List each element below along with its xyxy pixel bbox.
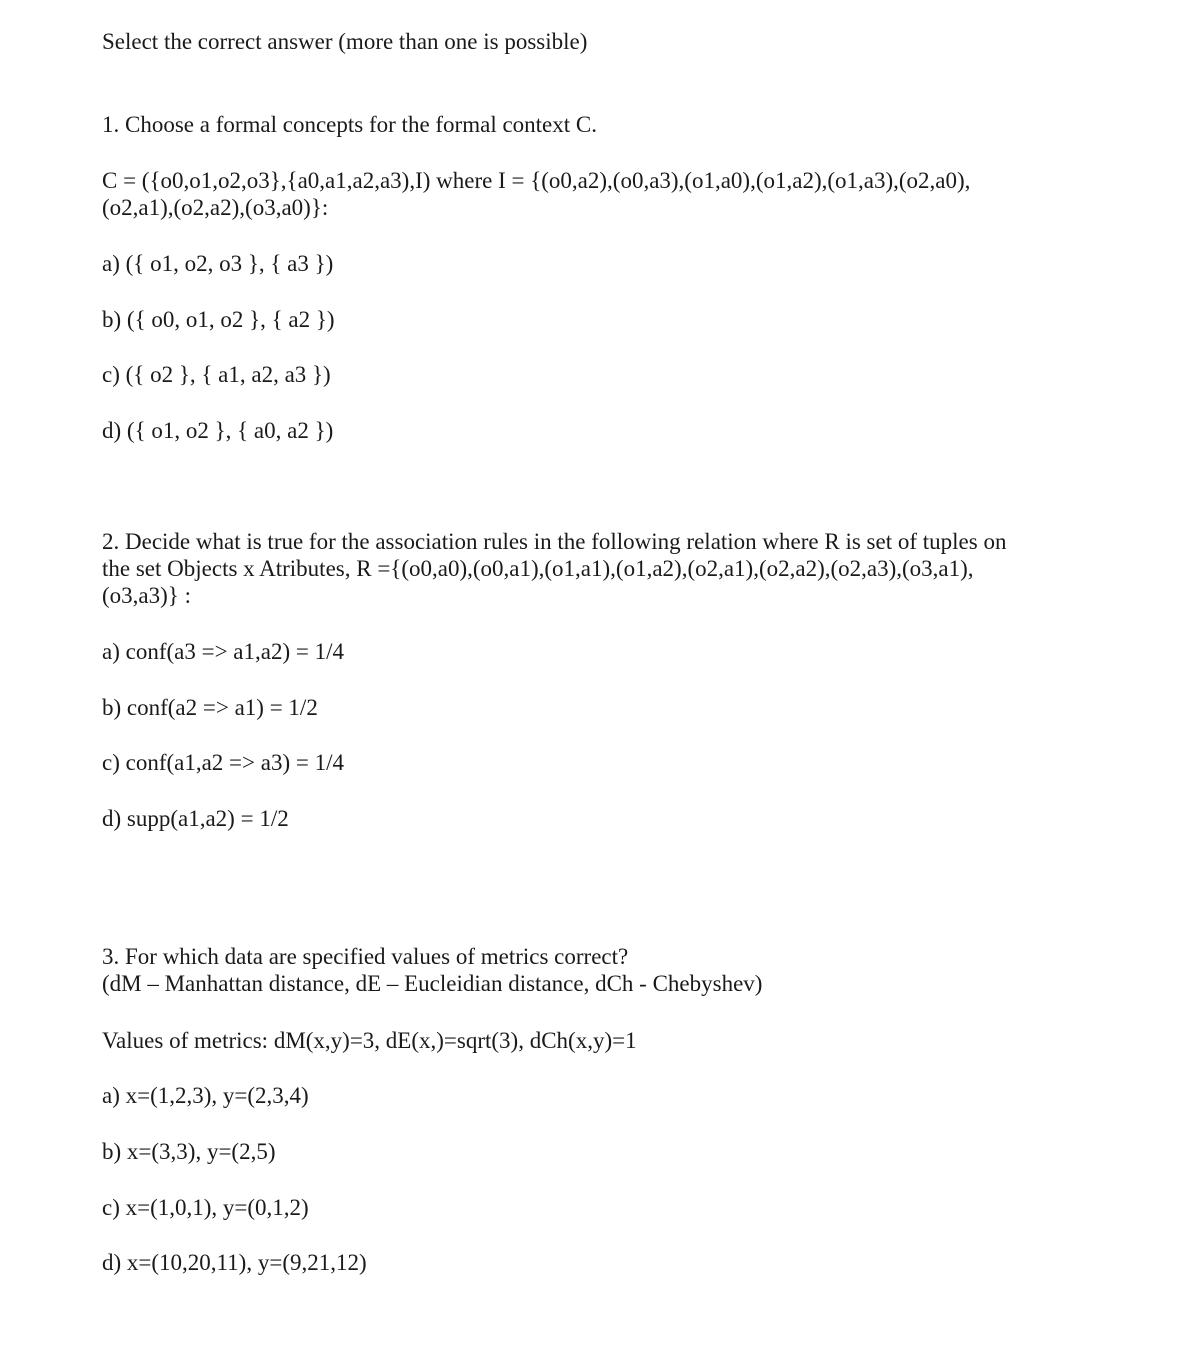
q1-option-d[interactable]: d) ({ o1, o2 }, { a0, a2 }) (102, 418, 334, 443)
q2-prompt-line2: the set Objects x Atributes, R ={(o0,a0),(o0,a1),(o1,a1),(o1,a2),(o2,a1),(o2,a2),(o2,a3),(o3,a1), (102, 556, 974, 581)
q3-prompt (102, 943, 1062, 997)
q3-option-a[interactable]: a) x=(1,2,3), y=(2,3,4) (102, 1083, 309, 1108)
q2-prompt-line1: 2. Decide what is true for the association rules in the following relation where R is set of tuples on (102, 529, 1007, 554)
q2-prompt-line3: (o3,a3)} : (102, 583, 191, 608)
q1-option-a[interactable]: a) ({ o1, o2, o3 }, { a3 }) (102, 251, 334, 276)
q3-metrics: Values of metrics: dM(x,y)=3, dE(x,)=sqrt(3), dCh(x,y)=1 (102, 1028, 637, 1053)
q3-prompt-line1: 3. For which data are specified values of metrics correct? (102, 944, 629, 969)
q2-option-b[interactable]: b) conf(a2 => a1) = 1/2 (102, 695, 318, 720)
q1-context-line1: C = ({o0,o1,o2,o3},{a0,a1,a2,a3),I) where I = {(o0,a2),(o0,a3),(o1,a0),(o1,a2),(o1,a3),(o2,a0), (102, 168, 971, 193)
q3-option-b[interactable]: b) x=(3,3), y=(2,5) (102, 1139, 276, 1164)
q2-option-a[interactable]: a) conf(a3 => a1,a2) = 1/4 (102, 639, 344, 664)
q1-option-c[interactable]: c) ({ o2 }, { a1, a2, a3 }) (102, 362, 331, 387)
q2-prompt (102, 528, 1062, 609)
q3-option-c[interactable]: c) x=(1,0,1), y=(0,1,2) (102, 1195, 309, 1220)
q1-context (102, 167, 1062, 221)
q3-option-d[interactable]: d) x=(10,20,11), y=(9,21,12) (102, 1250, 367, 1275)
q1-context-line2: (o2,a1),(o2,a2),(o3,a0)}: (102, 195, 329, 220)
q1-option-b[interactable]: b) ({ o0, o1, o2 }, { a2 }) (102, 307, 335, 332)
q2-option-d[interactable]: d) supp(a1,a2) = 1/2 (102, 806, 289, 831)
instruction-text: Select the correct answer (more than one is possible) (102, 29, 588, 54)
q2-option-c[interactable]: c) conf(a1,a2 => a3) = 1/4 (102, 750, 344, 775)
q1-prompt: 1. Choose a formal concepts for the formal context C. (102, 112, 597, 137)
q3-prompt-line2: (dM – Manhattan distance, dE – Eucleidian distance, dCh - Chebyshev) (102, 971, 763, 996)
